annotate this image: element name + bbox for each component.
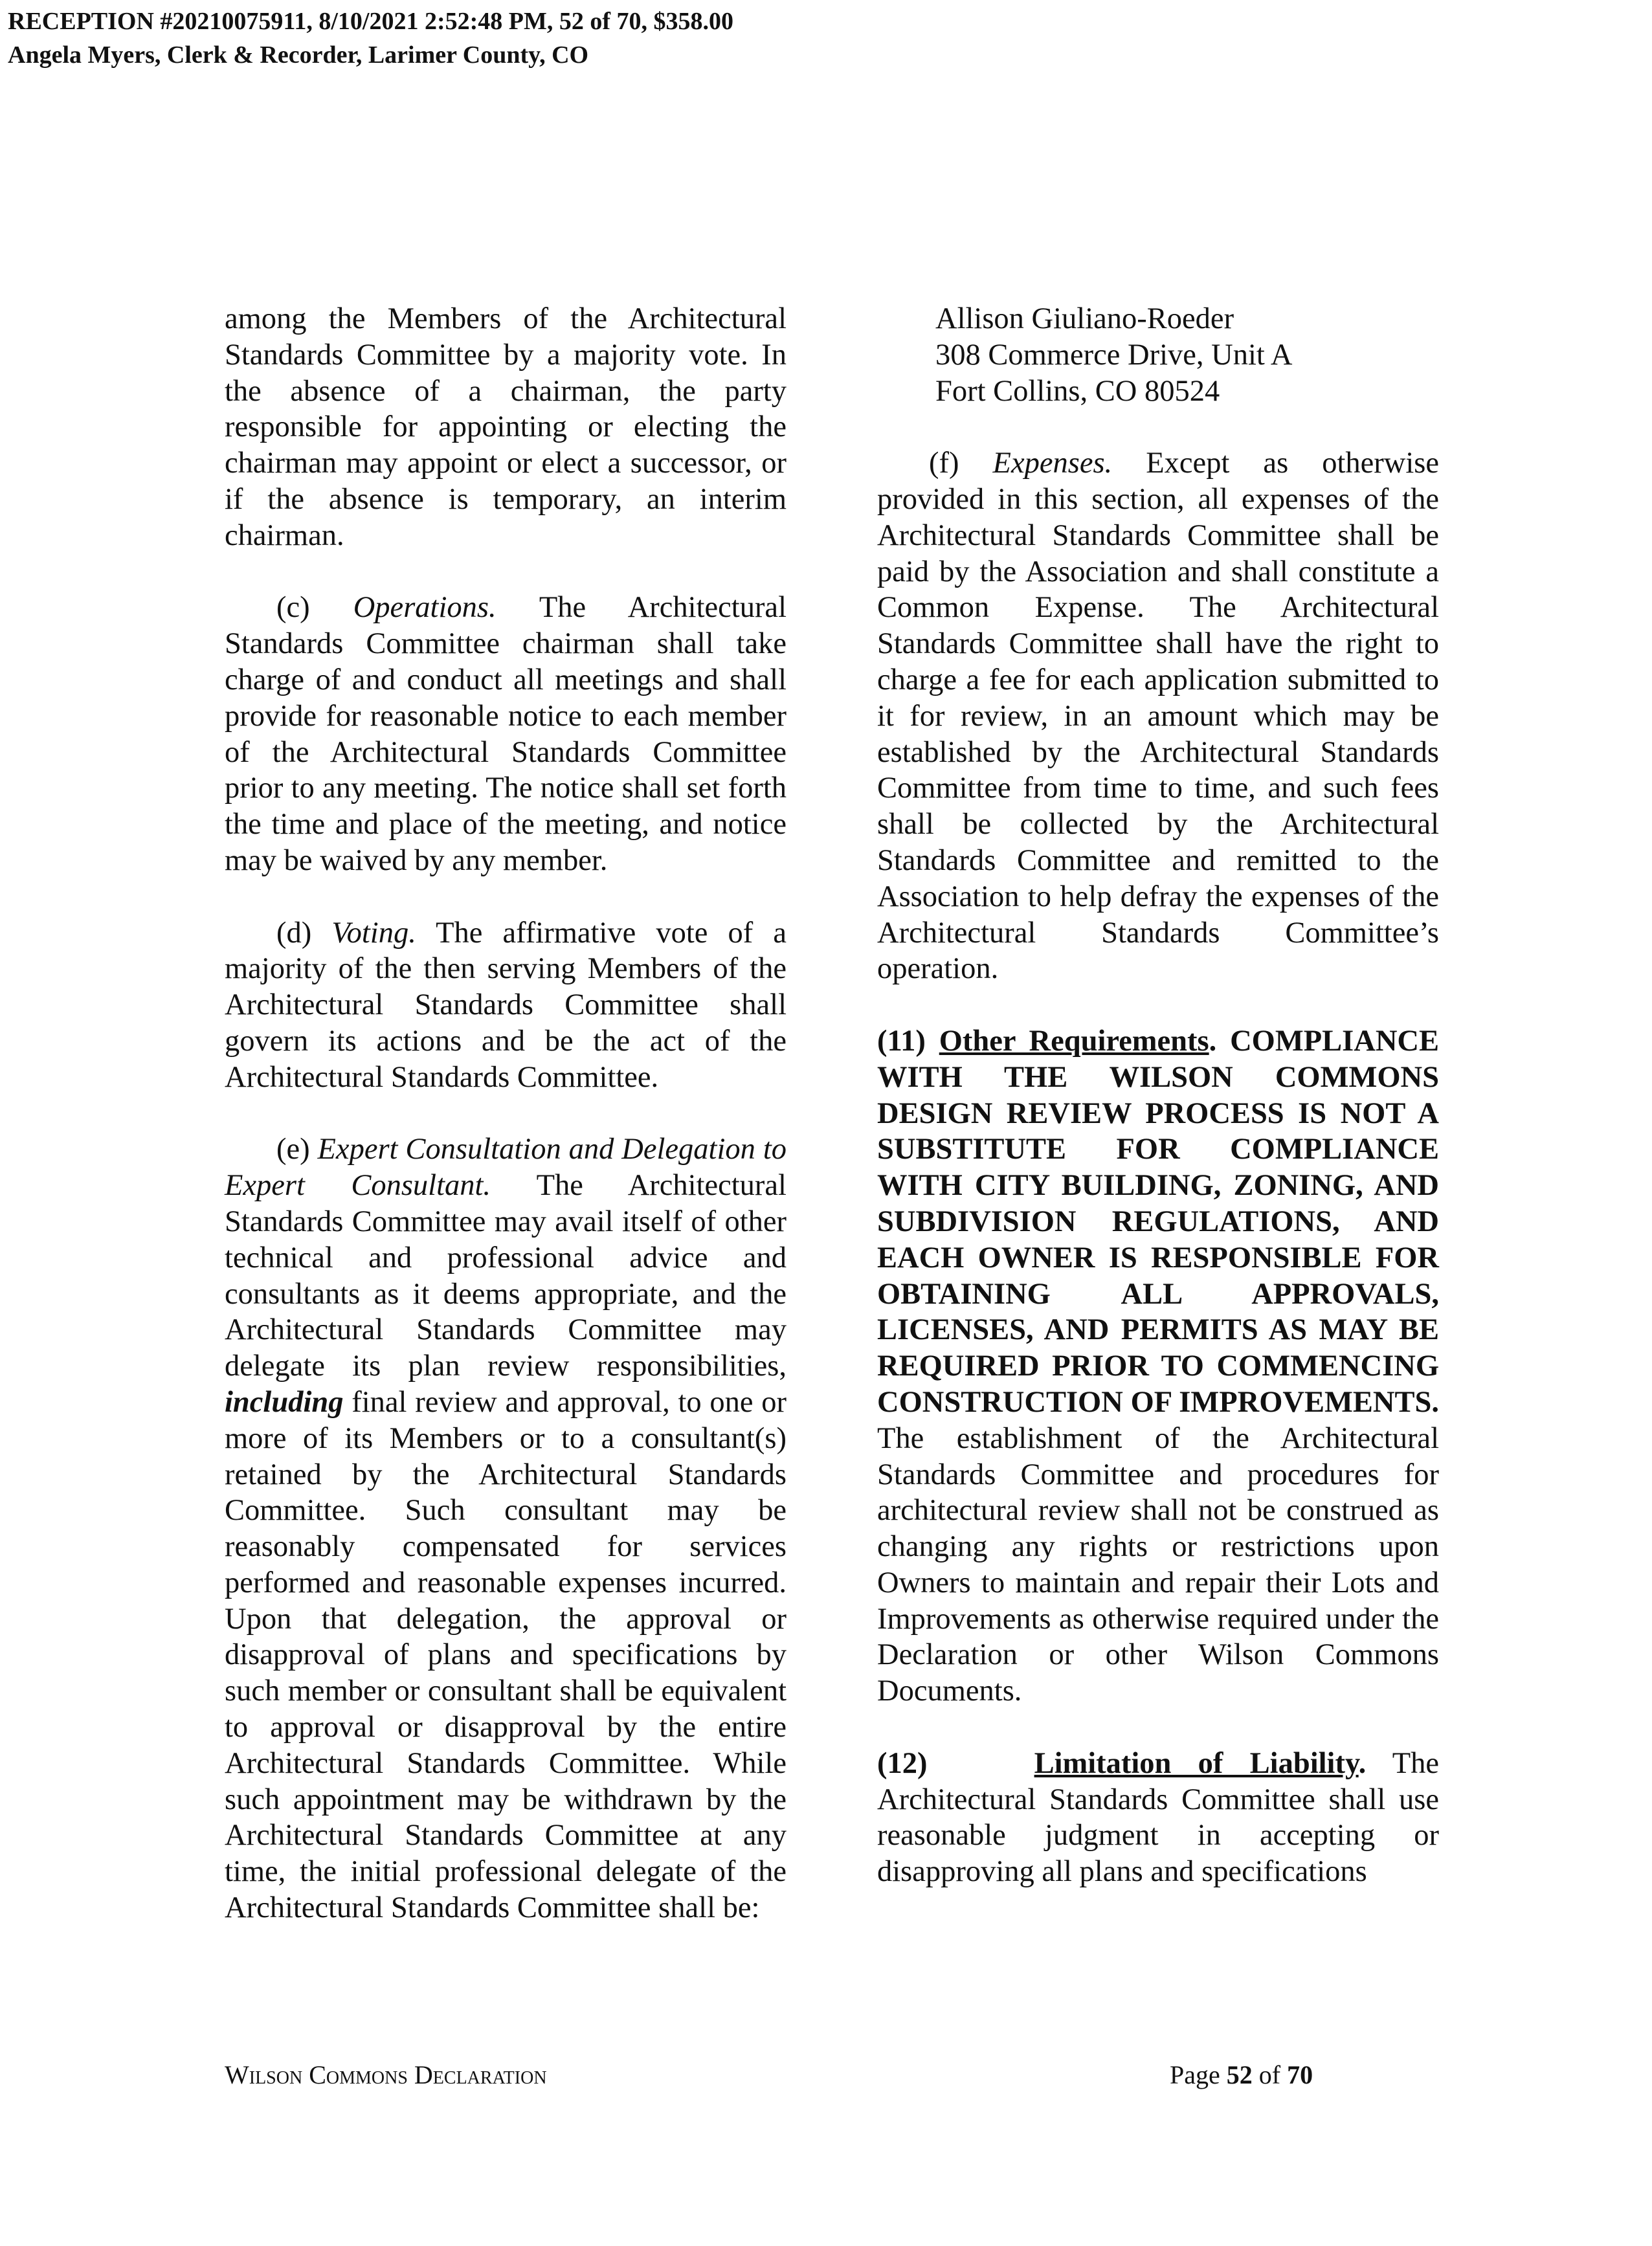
- item-text: The Architectural Standards Committee chairman shall take charge of and conduct all meetings and shall provide for reasonable notice to each member of the Architectural Standards Committee prior to any meeting. The notice shall set forth the time and place of the meeting, and notice may be waived by any member.: [225, 591, 787, 877]
- item-title: Expenses.: [992, 447, 1113, 480]
- paragraph-operations: [225, 590, 787, 878]
- item-label: (d): [276, 916, 312, 950]
- delegate-name: Allison Giuliano-Roeder: [935, 302, 1234, 335]
- item-text: The affirmative vote of a majority of the then serving Members of the Architectural Standards Committee shall govern its actions and be the act of the Architectural Standards Committee.: [225, 916, 787, 1094]
- footer-page-number: [1170, 2060, 1313, 2091]
- left-column: [225, 301, 787, 1926]
- item-title: Expert Consultation and Delegation to Expert Consultant.: [225, 1133, 787, 1203]
- paragraph-expenses: [877, 445, 1439, 987]
- page-current: 52: [1226, 2060, 1253, 2089]
- section-text: The establishment of the Architectural Standards Committee and procedures for architectural review shall not be construed as changing any rights or restrictions upon Owners to maintain and repair their Lots and Improvements as otherwise required under the Declaration or other Wilson Commons Documents.: [877, 1421, 1439, 1708]
- item-text: Except as otherwise provided in this section, all expenses of the Architectural Standards Committee shall be paid by the Association and shall constitute a Common Expense. The Architectural Standards Committee shall have the right to charge a fee for each application submitted to it for review, in an amount which may be established by the Architectural Standards Committee from time to time, and such fees shall be collected by the Architectural Standards Committee and remitted to the Association to help defray the expenses of the Architectural Standards Committee’s operation.: [877, 447, 1440, 986]
- page-prefix: Page: [1170, 2060, 1220, 2089]
- section-title: Limitation of Liability: [1034, 1746, 1359, 1780]
- page-of: of: [1258, 2060, 1281, 2089]
- item-label: (c): [276, 591, 310, 625]
- emphasis-including: including: [225, 1385, 344, 1419]
- section-title: Other Requirements: [939, 1024, 1209, 1058]
- item-label: (f): [929, 447, 959, 480]
- section-11-other-requirements: (11) Other Requirements. COMPLIANCE WITH THE WILSON COMMONS DESIGN REVIEW PROCESS IS NOT A SUBSTITUTE FOR COMPLIANCE WITH CITY BUILDING, ZONING, AND SUBDIVISION REGULATIONS, AND EACH OWNER IS RESPONSIBLE FOR OBTAINING ALL APPROVALS, LICENSES, AND PERMITS AS MAY BE REQUIRED PRIOR TO COMMENCING CONSTRUCTION OF IMPROVEMENTS. The establishment of the Architectural Standards Committee and procedures for architectural review shall not be construed as changing any rights or restrictions upon Owners to maintain and repair their Lots and Improvements as otherwise required under the Declaration or other Wilson Commons Documents.: [877, 1024, 1439, 1708]
- delegate-street: 308 Commerce Drive, Unit A: [935, 338, 1293, 372]
- section-number: (12): [877, 1746, 928, 1780]
- section-12-limitation-of-liability: (12) Limitation of Liability. The Architectural Standards Committee shall use reasonable judgment in accepting or disapproving all plans and specifications: [877, 1746, 1440, 1889]
- delegate-address: [877, 301, 1439, 409]
- item-title: Voting.: [331, 916, 416, 950]
- item-text: final review and approval, to one or more of its Members or to a consultant(s) retained by the Architectural Standards Committee. Such consultant may be reasonably compensated for services performed and reasonable expenses incurred. Upon that delegation, the approval or disapproval of plans and specifications by such member or consultant shall be equivalent to approval or disapproval by the entire Architectural Standards Committee. While such appointment may be withdrawn by the Architectural Standards Committee at any time, the initial professional delegate of the Architectural Standards Committee shall be:: [225, 1385, 787, 1925]
- paragraph-chairman-continuation: among the Members of the Architectural Standards Committee by a majority vote. In the absence of a chairman, the party responsible for appointing or electing the chairman may appoint or elect a successor, or if the absence is temporary, an interim chairman.: [225, 302, 787, 552]
- right-column: [877, 301, 1439, 1890]
- paragraph-expert-consultation: [225, 1131, 787, 1926]
- item-text: The Architectural Standards Committee may avail itself of other technical and professional advice and consultants as it deems appropriate, and the Architectural Standards Committee may delegate its plan review responsibilities,: [225, 1169, 787, 1383]
- delegate-city: Fort Collins, CO 80524: [935, 374, 1220, 408]
- section-text: The Architectural Standards Committee shall use reasonable judgment in accepting or disapproving all plans and specifications: [877, 1746, 1440, 1889]
- recording-stamp-line2: Angela Myers, Clerk & Recorder, Larimer County, CO: [8, 41, 589, 69]
- item-title: Operations.: [353, 591, 497, 625]
- recording-stamp-line1: RECEPTION #20210075911, 8/10/2021 2:52:48 PM, 52 of 70, $358.00: [8, 8, 733, 35]
- section-number: (11): [877, 1024, 926, 1058]
- paragraph-voting: [225, 915, 787, 1096]
- section-caps-notice: COMPLIANCE WITH THE WILSON COMMONS DESIGN REVIEW PROCESS IS NOT A SUBSTITUTE FOR COMPLIANCE WITH CITY BUILDING, ZONING, AND SUBDIVISION REGULATIONS, AND EACH OWNER IS RESPONSIBLE FOR OBTAINING ALL APPROVALS, LICENSES, AND PERMITS AS MAY BE REQUIRED PRIOR TO COMMENCING CONSTRUCTION OF IMPROVEMENTS.: [877, 1024, 1439, 1419]
- page-total: 70: [1287, 2060, 1313, 2089]
- footer-document-title: Wilson Commons Declaration: [225, 2060, 547, 2089]
- item-label: (e): [276, 1133, 310, 1166]
